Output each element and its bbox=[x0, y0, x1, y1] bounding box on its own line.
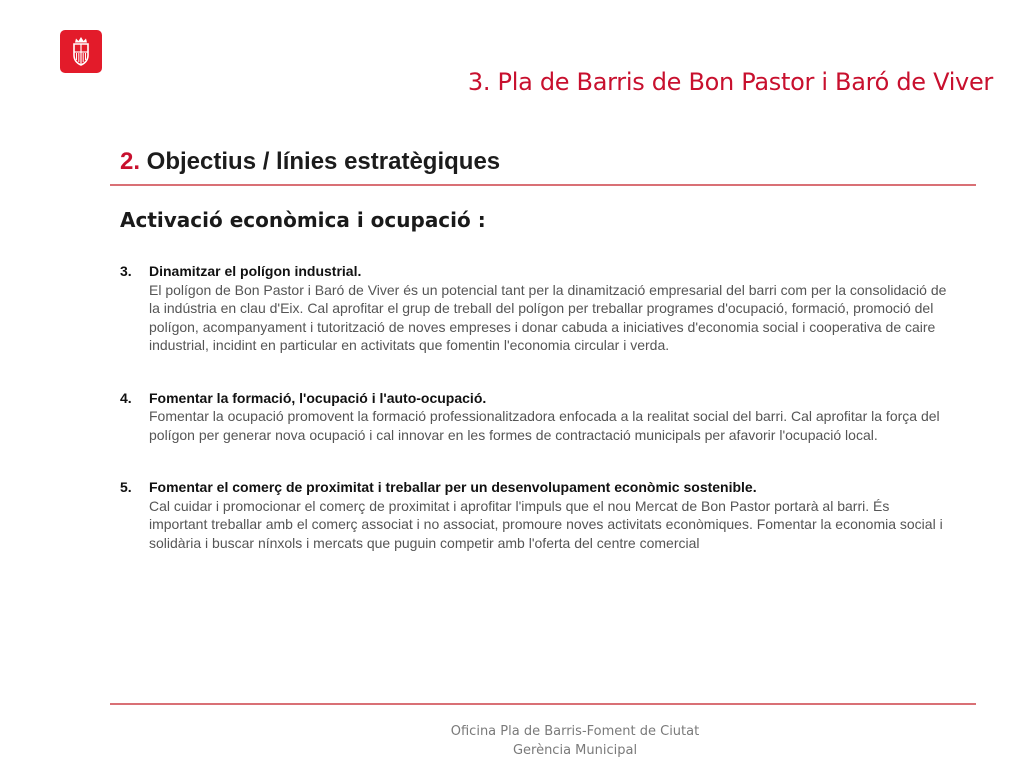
item-heading: Dinamitzar el polígon industrial. bbox=[149, 263, 362, 279]
list-item bbox=[120, 389, 950, 445]
item-heading: Fomentar el comerç de proximitat i treballar per un desenvolupament econòmic sostenible. bbox=[149, 479, 757, 495]
section-heading bbox=[120, 148, 500, 176]
section-divider bbox=[110, 184, 976, 186]
footer-divider bbox=[110, 703, 976, 705]
item-description: El polígon de Bon Pastor i Baró de Viver és un potencial tant per la dinamització empresarial del barri com per la consolidació de la indústria en clau d'Eix. Cal aprofitar el grup de treball del polígon per treballar programes d'ocupació, formació, promoció del polígon, acompanyament i tutorització de noves empreses i donar cabuda a iniciatives d'economia social i cooperativa de caire industrial, incidint en particular en activitats que fomentin l'economia circular i verda. bbox=[149, 281, 947, 353]
item-heading: Fomentar la formació, l'ocupació i l'auto-ocupació. bbox=[149, 389, 487, 406]
list-item bbox=[120, 262, 950, 355]
subtitle: Activació econòmica i ocupació : bbox=[120, 208, 486, 232]
barcelona-coat-of-arms-icon bbox=[60, 30, 102, 73]
item-number: 5. bbox=[120, 479, 132, 495]
list-item bbox=[120, 478, 950, 552]
objectives-list bbox=[120, 262, 950, 552]
item-number: 3. bbox=[120, 263, 132, 279]
footer-line-department: Gerència Municipal bbox=[512, 743, 638, 758]
footer-line-office: Oficina Pla de Barris-Foment de Ciutat bbox=[450, 724, 700, 739]
section-title: Objectius / línies estratègiques bbox=[140, 148, 501, 175]
footer bbox=[0, 722, 1024, 760]
item-description: Cal cuidar i promocionar el comerç de proximitat i aprofitar l'impuls que el nou Mercat de Bon Pastor portarà al barri. És important treballar amb el comerç associat i no associat, promoure noves activitats econòmiques. Fomentar la economia social i solidària i buscar nínxols i mercats que puguin competir amb l'oferta del centre comercial bbox=[149, 497, 943, 551]
item-description: Fomentar la ocupació promovent la formació professionalitzadora enfocada a la realitat social del barri. Cal aprofitar la força del polígon per generar nova ocupació i cal innovar en les formes de contractació municipals per afavorir l'ocupació local. bbox=[149, 408, 940, 443]
section-number: 2. bbox=[120, 148, 141, 175]
presentation-title: 3. Pla de Barris de Bon Pastor i Baró de Viver bbox=[467, 68, 993, 96]
item-number: 4. bbox=[120, 389, 132, 406]
